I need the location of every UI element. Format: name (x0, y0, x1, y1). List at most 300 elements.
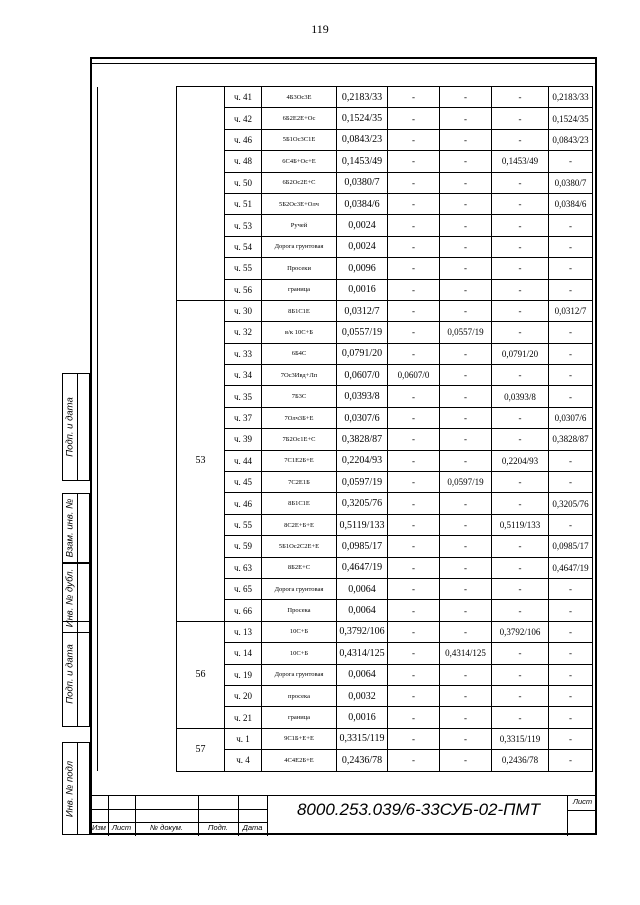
category-3-cell: - (492, 172, 549, 193)
side-label: Подп. и дата (64, 644, 76, 704)
description-cell: 6Б2Е2Е+Ос (262, 108, 337, 129)
table-row (98, 557, 593, 578)
blank-cell (98, 664, 177, 685)
category-4-cell: - (549, 578, 593, 599)
category-2-cell: - (440, 193, 492, 214)
blank-cell (98, 365, 177, 386)
category-4-cell: 0,0380/7 (549, 172, 593, 193)
category-3-cell: - (492, 87, 549, 108)
category-2-cell: - (440, 87, 492, 108)
blank-cell (98, 343, 177, 364)
category-1-cell: - (388, 685, 440, 706)
category-1-cell: - (388, 664, 440, 685)
part-cell: ч. 21 (225, 707, 262, 728)
frame-top-rule (92, 63, 597, 64)
description-cell: 4С4Е2Б+Е (262, 750, 337, 771)
area-cell: 0,0312/7 (337, 300, 388, 321)
description-cell: Дорога грунтовая (262, 236, 337, 257)
area-cell: 0,0064 (337, 578, 388, 599)
category-4-cell: 0,3205/76 (549, 493, 593, 514)
table-row (98, 514, 593, 535)
category-2-cell: - (440, 236, 492, 257)
description-cell: 9С1Б+Е+Е (262, 728, 337, 749)
part-cell: ч. 13 (225, 621, 262, 642)
table-row (98, 536, 593, 557)
category-2-cell: - (440, 621, 492, 642)
category-3-cell: - (492, 429, 549, 450)
part-cell: ч. 33 (225, 343, 262, 364)
table-row (98, 108, 593, 129)
category-2-cell: 0,0557/19 (440, 322, 492, 343)
category-2-cell: - (440, 707, 492, 728)
blank-cell (98, 493, 177, 514)
part-cell: ч. 1 (225, 728, 262, 749)
area-cell: 0,0607/0 (337, 365, 388, 386)
category-1-cell: - (388, 258, 440, 279)
description-cell: 5Б1Ос2С2Е+Е (262, 536, 337, 557)
category-2-cell: - (440, 600, 492, 621)
category-3-cell: 0,3315/119 (492, 728, 549, 749)
table-row (98, 728, 593, 749)
blank-cell (98, 151, 177, 172)
category-4-cell: - (549, 685, 593, 706)
description-cell: 7Ос3Ивд+Лп (262, 365, 337, 386)
category-2-cell: - (440, 429, 492, 450)
description-cell: Просека (262, 600, 337, 621)
blank-cell (98, 279, 177, 300)
stamp-caption-change: Изм (92, 823, 106, 832)
blank-cell (98, 557, 177, 578)
stamp-caption-doc-no: № докум. (149, 823, 184, 832)
category-1-cell: - (388, 386, 440, 407)
part-cell: ч. 66 (225, 600, 262, 621)
category-2-cell: - (440, 129, 492, 150)
category-1-cell: - (388, 129, 440, 150)
part-cell: ч. 56 (225, 279, 262, 300)
category-3-cell: - (492, 129, 549, 150)
category-4-cell: 0,2183/33 (549, 87, 593, 108)
blank-cell (98, 322, 177, 343)
category-2-cell: - (440, 493, 492, 514)
category-1-cell: - (388, 172, 440, 193)
description-cell: 7С2Е1Б (262, 472, 337, 493)
category-3-cell: - (492, 536, 549, 557)
table-row (98, 685, 593, 706)
part-cell: ч. 19 (225, 664, 262, 685)
category-1-cell: - (388, 151, 440, 172)
table-row (98, 258, 593, 279)
table-row (98, 493, 593, 514)
blank-cell (98, 429, 177, 450)
allotment-table (97, 86, 593, 772)
category-1-cell: - (388, 407, 440, 428)
category-2-cell: - (440, 365, 492, 386)
category-2-cell: - (440, 279, 492, 300)
category-4-cell: - (549, 343, 593, 364)
document-code: 8000.253.039/6-33СУБ-02-ПМТ (296, 800, 541, 819)
category-4-cell: - (549, 258, 593, 279)
sheet-label: Лист (572, 797, 593, 806)
category-2-cell: - (440, 685, 492, 706)
side-box-sign-date-1 (62, 373, 90, 481)
part-cell: ч. 54 (225, 236, 262, 257)
category-1-cell: - (388, 707, 440, 728)
quarter-cell: 56 (177, 621, 225, 728)
description-cell: 7Б3С (262, 386, 337, 407)
category-1-cell: - (388, 557, 440, 578)
area-cell: 0,2436/78 (337, 750, 388, 771)
category-4-cell: 0,0843/23 (549, 129, 593, 150)
table-row (98, 300, 593, 321)
category-1-cell: - (388, 300, 440, 321)
part-cell: ч. 39 (225, 429, 262, 450)
table-row (98, 386, 593, 407)
category-4-cell: 0,0307/6 (549, 407, 593, 428)
part-cell: ч. 53 (225, 215, 262, 236)
blank-cell (98, 600, 177, 621)
category-2-cell: - (440, 514, 492, 535)
area-cell: 0,3792/106 (337, 621, 388, 642)
category-4-cell: - (549, 151, 593, 172)
table-row (98, 407, 593, 428)
category-2-cell: - (440, 151, 492, 172)
area-cell: 0,0597/19 (337, 472, 388, 493)
category-2-cell: - (440, 343, 492, 364)
category-3-cell: - (492, 322, 549, 343)
area-cell: 0,0557/19 (337, 322, 388, 343)
category-3-cell: 0,2204/93 (492, 450, 549, 471)
description-cell: 8Б2Е+С (262, 557, 337, 578)
category-3-cell: - (492, 365, 549, 386)
part-cell: ч. 41 (225, 87, 262, 108)
category-2-cell: - (440, 172, 492, 193)
part-cell: ч. 48 (225, 151, 262, 172)
part-cell: ч. 14 (225, 643, 262, 664)
part-cell: ч. 55 (225, 258, 262, 279)
category-2-cell: 0,4314/125 (440, 643, 492, 664)
category-3-cell: - (492, 472, 549, 493)
category-1-cell: - (388, 429, 440, 450)
part-cell: ч. 30 (225, 300, 262, 321)
category-4-cell: 0,0384/6 (549, 193, 593, 214)
description-cell: граница (262, 707, 337, 728)
category-4-cell: - (549, 728, 593, 749)
table-row (98, 664, 593, 685)
category-4-cell: - (549, 279, 593, 300)
side-box-orig-inv (62, 742, 90, 835)
part-cell: ч. 46 (225, 493, 262, 514)
part-cell: ч. 51 (225, 193, 262, 214)
table-row (98, 450, 593, 471)
area-cell: 0,2204/93 (337, 450, 388, 471)
area-cell: 0,0096 (337, 258, 388, 279)
description-cell: просека (262, 685, 337, 706)
category-1-cell: - (388, 193, 440, 214)
table-row (98, 193, 593, 214)
category-1-cell: - (388, 728, 440, 749)
area-cell: 0,0380/7 (337, 172, 388, 193)
description-cell: 10С+Б (262, 643, 337, 664)
area-cell: 0,0016 (337, 707, 388, 728)
description-cell: 5Б1Ос3С1Е (262, 129, 337, 150)
area-cell: 0,0307/6 (337, 407, 388, 428)
category-4-cell: - (549, 322, 593, 343)
part-cell: ч. 32 (225, 322, 262, 343)
part-cell: ч. 46 (225, 129, 262, 150)
area-cell: 0,0791/20 (337, 343, 388, 364)
description-cell: 6С4Б+Ос+Е (262, 151, 337, 172)
description-cell: 7Олч3Б+Е (262, 407, 337, 428)
category-2-cell: - (440, 407, 492, 428)
part-cell: ч. 35 (225, 386, 262, 407)
blank-cell (98, 685, 177, 706)
table-row (98, 279, 593, 300)
area-cell: 0,3205/76 (337, 493, 388, 514)
part-cell: ч. 34 (225, 365, 262, 386)
stamp-caption-date: Дата (242, 823, 263, 832)
table-row (98, 643, 593, 664)
side-label: Взам. инв. № (64, 498, 76, 558)
part-cell: ч. 59 (225, 536, 262, 557)
part-cell: ч. 4 (225, 750, 262, 771)
quarter-cell (177, 87, 225, 301)
category-3-cell: - (492, 108, 549, 129)
quarter-cell: 53 (177, 300, 225, 621)
description-cell: Ручей (262, 215, 337, 236)
description-cell: 4Б3Ос3Е (262, 87, 337, 108)
category-4-cell: 0,0985/17 (549, 536, 593, 557)
part-cell: ч. 37 (225, 407, 262, 428)
category-3-cell: - (492, 279, 549, 300)
table-row (98, 365, 593, 386)
category-2-cell: - (440, 258, 492, 279)
table-row (98, 215, 593, 236)
table-row (98, 578, 593, 599)
blank-cell (98, 450, 177, 471)
part-cell: ч. 20 (225, 685, 262, 706)
blank-cell (98, 707, 177, 728)
stamp-caption-sheet: Лист (111, 823, 132, 832)
blank-cell (98, 258, 177, 279)
area-cell: 0,0393/8 (337, 386, 388, 407)
blank-cell (98, 643, 177, 664)
category-4-cell: - (549, 600, 593, 621)
blank-cell (98, 407, 177, 428)
category-3-cell: 0,3792/106 (492, 621, 549, 642)
description-cell: Дорога грунтовая (262, 664, 337, 685)
category-1-cell: - (388, 536, 440, 557)
category-3-cell: - (492, 193, 549, 214)
category-3-cell: - (492, 557, 549, 578)
blank-cell (98, 728, 177, 749)
category-4-cell: - (549, 621, 593, 642)
part-cell: ч. 45 (225, 472, 262, 493)
category-3-cell: - (492, 643, 549, 664)
description-cell: 6Б2Ос2Е+С (262, 172, 337, 193)
description-cell: 8Б1С1Е (262, 493, 337, 514)
area-cell: 0,5119/133 (337, 514, 388, 535)
category-3-cell: - (492, 215, 549, 236)
category-1-cell: - (388, 621, 440, 642)
table-row (98, 172, 593, 193)
description-cell: 8Б1С1Е (262, 300, 337, 321)
blank-cell (98, 750, 177, 771)
table-row (98, 429, 593, 450)
category-1-cell: - (388, 750, 440, 771)
category-1-cell: - (388, 343, 440, 364)
category-4-cell: - (549, 236, 593, 257)
blank-cell (98, 236, 177, 257)
table-row (98, 236, 593, 257)
area-cell: 0,4647/19 (337, 557, 388, 578)
blank-cell (98, 578, 177, 599)
category-2-cell: - (440, 557, 492, 578)
category-4-cell: - (549, 386, 593, 407)
description-cell: 6Б4С (262, 343, 337, 364)
category-3-cell: - (492, 236, 549, 257)
blank-cell (98, 193, 177, 214)
blank-cell (98, 386, 177, 407)
category-4-cell: - (549, 514, 593, 535)
category-4-cell: - (549, 643, 593, 664)
category-1-cell: - (388, 493, 440, 514)
category-4-cell: 0,4647/19 (549, 557, 593, 578)
category-1-cell: - (388, 600, 440, 621)
category-4-cell: 0,0312/7 (549, 300, 593, 321)
description-cell: граница (262, 279, 337, 300)
blank-cell (98, 108, 177, 129)
description-cell: 7Б2Ос1Е+С (262, 429, 337, 450)
description-cell: Дорога грунтовая (262, 578, 337, 599)
part-cell: ч. 44 (225, 450, 262, 471)
category-3-cell: 0,5119/133 (492, 514, 549, 535)
blank-cell (98, 215, 177, 236)
area-cell: 0,1453/49 (337, 151, 388, 172)
category-3-cell: 0,2436/78 (492, 750, 549, 771)
area-cell: 0,3828/87 (337, 429, 388, 450)
category-2-cell: - (440, 300, 492, 321)
part-cell: ч. 55 (225, 514, 262, 535)
category-4-cell: - (549, 750, 593, 771)
category-4-cell: - (549, 664, 593, 685)
category-2-cell: - (440, 536, 492, 557)
category-3-cell: - (492, 685, 549, 706)
area-cell: 0,2183/33 (337, 87, 388, 108)
category-3-cell: - (492, 600, 549, 621)
category-1-cell: - (388, 643, 440, 664)
area-cell: 0,0843/23 (337, 129, 388, 150)
category-3-cell: - (492, 300, 549, 321)
category-1-cell: - (388, 279, 440, 300)
description-cell: 5Б2Ос3Е+Олч (262, 193, 337, 214)
table-row (98, 129, 593, 150)
part-cell: ч. 63 (225, 557, 262, 578)
blank-cell (98, 621, 177, 642)
area-cell: 0,1524/35 (337, 108, 388, 129)
category-1-cell: - (388, 450, 440, 471)
category-4-cell: - (549, 472, 593, 493)
description-cell: Просеки (262, 258, 337, 279)
category-2-cell: - (440, 728, 492, 749)
category-2-cell: - (440, 578, 492, 599)
category-3-cell: 0,1453/49 (492, 151, 549, 172)
category-1-cell: - (388, 322, 440, 343)
description-cell: в/к 10С+Б (262, 322, 337, 343)
side-box-replace-inv (62, 493, 90, 563)
category-4-cell: - (549, 215, 593, 236)
area-cell: 0,0032 (337, 685, 388, 706)
area-cell: 0,0985/17 (337, 536, 388, 557)
table-row (98, 472, 593, 493)
table-row (98, 87, 593, 108)
category-3-cell: - (492, 707, 549, 728)
category-3-cell: - (492, 664, 549, 685)
table-row (98, 621, 593, 642)
stamp-caption-sign: Подп. (208, 823, 228, 832)
category-1-cell: - (388, 578, 440, 599)
area-cell: 0,0024 (337, 215, 388, 236)
category-4-cell: - (549, 707, 593, 728)
table-row (98, 750, 593, 771)
category-3-cell: 0,0791/20 (492, 343, 549, 364)
category-4-cell: 0,3828/87 (549, 429, 593, 450)
category-1-cell: - (388, 514, 440, 535)
area-cell: 0,0064 (337, 600, 388, 621)
table-row (98, 600, 593, 621)
category-2-cell: - (440, 386, 492, 407)
area-cell: 0,0024 (337, 236, 388, 257)
area-cell: 0,0016 (337, 279, 388, 300)
area-cell: 0,0064 (337, 664, 388, 685)
part-cell: ч. 42 (225, 108, 262, 129)
table-row (98, 322, 593, 343)
side-label: Инв. № подл (64, 760, 76, 817)
category-4-cell: 0,1524/35 (549, 108, 593, 129)
category-3-cell: - (492, 578, 549, 599)
area-cell: 0,4314/125 (337, 643, 388, 664)
side-label: Инв. № дубл. (64, 568, 76, 628)
category-1-cell: - (388, 472, 440, 493)
category-1-cell: - (388, 87, 440, 108)
category-2-cell: - (440, 664, 492, 685)
category-2-cell: - (440, 450, 492, 471)
sheet-number-box (567, 810, 597, 837)
table-row (98, 707, 593, 728)
category-2-cell: 0,0597/19 (440, 472, 492, 493)
area-cell: 0,0384/6 (337, 193, 388, 214)
title-block (90, 795, 597, 836)
table-row (98, 151, 593, 172)
category-1-cell: - (388, 215, 440, 236)
side-box-sign-date-2 (62, 621, 90, 727)
category-1-cell: - (388, 108, 440, 129)
category-3-cell: 0,0393/8 (492, 386, 549, 407)
blank-cell (98, 129, 177, 150)
category-3-cell: - (492, 258, 549, 279)
description-cell: 8С2Е+Б+Е (262, 514, 337, 535)
category-3-cell: - (492, 407, 549, 428)
quarter-cell: 57 (177, 728, 225, 771)
blank-cell (98, 472, 177, 493)
description-cell: 7С1Е2Б+Е (262, 450, 337, 471)
side-label: Подп. и дата (64, 397, 76, 457)
category-4-cell: - (549, 365, 593, 386)
category-4-cell: - (549, 450, 593, 471)
blank-cell (98, 514, 177, 535)
blank-cell (98, 300, 177, 321)
part-cell: ч. 50 (225, 172, 262, 193)
category-1-cell: 0,0607/0 (388, 365, 440, 386)
